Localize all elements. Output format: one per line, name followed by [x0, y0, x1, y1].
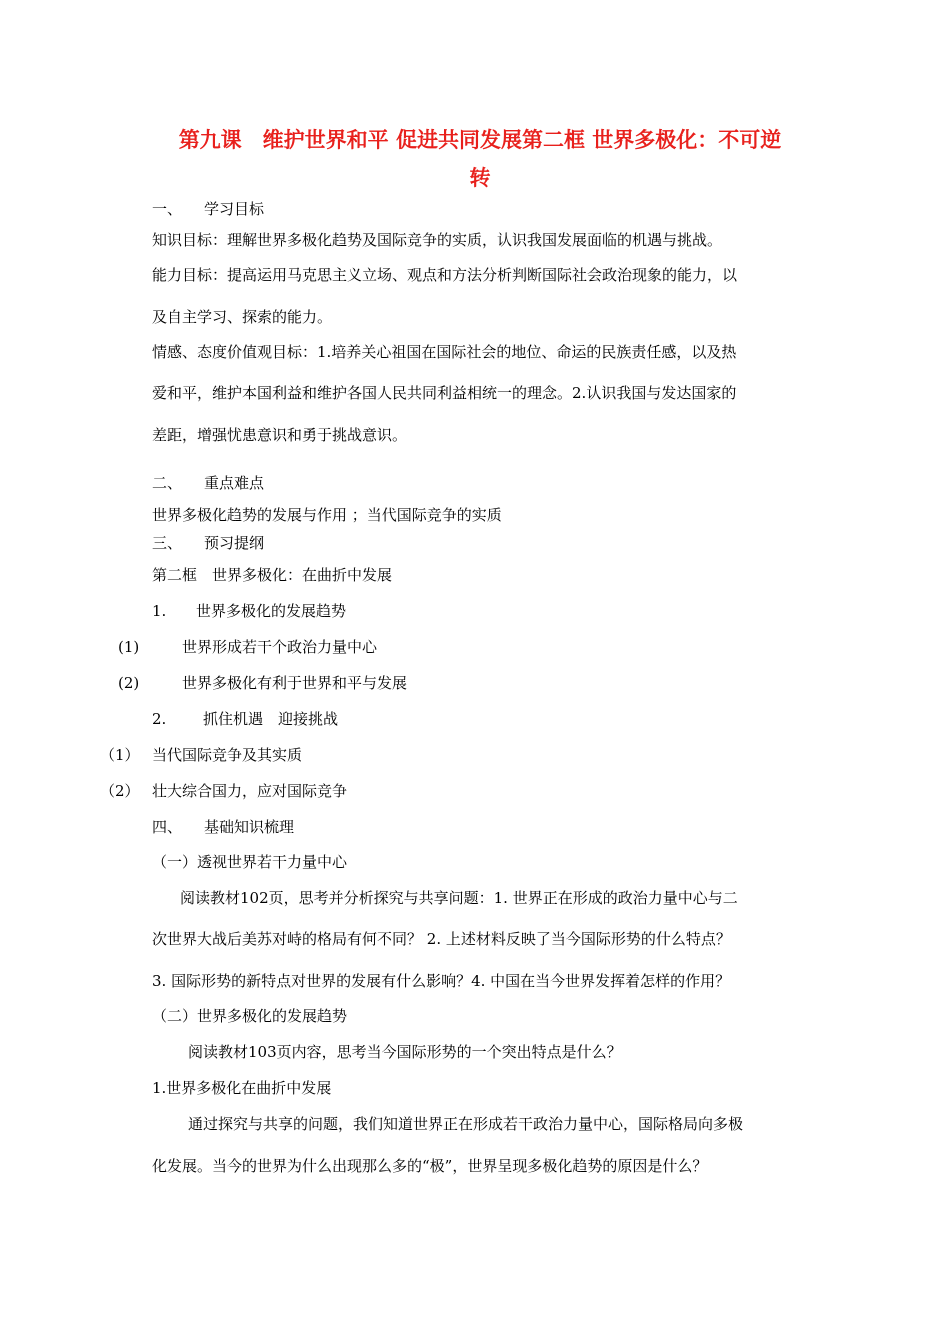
outline-1-number: 1. — [152, 602, 167, 620]
outline-2a-number: （1） — [100, 746, 140, 764]
outline-2b-number: （2） — [100, 782, 140, 800]
outline-1a: 世界形成若干个政治力量中心 — [182, 638, 378, 656]
key-points: 世界多极化趋势的发展与作用 ；当代国际竞争的实质 — [152, 506, 502, 524]
emotion-goal-line-2: 爱和平，维护本国利益和维护各国人民共同利益相统一的理念。2.认识我国与发达国家的 — [152, 384, 737, 402]
subsection-2-heading: （二）世界多极化的发展趋势 — [152, 1007, 348, 1025]
subsection-1-line-3: 3. 国际形势的新特点对世界的发展有什么影响？4. 中国在当今世界发挥着怎样的作用？ — [152, 972, 731, 990]
section-2-number: 二、 — [152, 474, 183, 492]
subsection-1-heading: （一）透视世界若干力量中心 — [152, 853, 348, 871]
outline-2-number: 2. — [152, 710, 167, 728]
section-4-heading: 基础知识梳理 — [204, 818, 295, 836]
section-2-heading: 重点难点 — [204, 474, 265, 492]
section-1-heading: 学习目标 — [204, 200, 265, 218]
outline-2b: 壮大综合国力，应对国际竞争 — [152, 782, 348, 800]
emotion-goal-line-1: 情感、态度价值观目标：1.培养关心祖国在国际社会的地位、命运的民族责任感，以及热 — [152, 343, 737, 361]
frame-title: 第二框 世界多极化：在曲折中发展 — [152, 566, 393, 584]
page-title-continued: 转 — [469, 166, 491, 190]
outline-1b-number: (2) — [118, 674, 140, 692]
outline-1b: 世界多极化有利于世界和平与发展 — [182, 674, 408, 692]
subsection-2-line-1: 阅读教材103页内容，思考当今国际形势的一个突出特点是什么？ — [188, 1043, 622, 1061]
outline-2: 抓住机遇 迎接挑战 — [203, 710, 339, 728]
ability-goal-line-1: 能力目标：提高运用马克思主义立场、观点和方法分析判断国际社会政治现象的能力，以 — [152, 266, 738, 284]
subsection-2-point-1-line-1: 通过探究与共享的问题，我们知道世界正在形成若干政治力量中心，国际格局向多极 — [188, 1115, 744, 1133]
section-1-number: 一、 — [152, 200, 183, 218]
subsection-1-line-1: 阅读教材102页，思考并分析探究与共享问题：1. 世界正在形成的政治力量中心与二 — [180, 889, 738, 907]
outline-2a: 当代国际竞争及其实质 — [152, 746, 303, 764]
ability-goal-line-2: 及自主学习、探索的能力。 — [152, 308, 333, 326]
emotion-goal-line-3: 差距，增强忧患意识和勇于挑战意识。 — [152, 426, 408, 444]
page-title: 第九课 维护世界和平 促进共同发展第二框 世界多极化：不可逆 — [178, 128, 782, 152]
subsection-2-point-1-line-2: 化发展。当今的世界为什么出现那么多的“极”，世界呈现多极化趋势的原因是什么？ — [152, 1157, 708, 1175]
subsection-2-point-1: 1.世界多极化在曲折中发展 — [152, 1079, 332, 1097]
section-3-number: 三、 — [152, 534, 183, 552]
outline-1: 世界多极化的发展趋势 — [196, 602, 347, 620]
section-3-heading: 预习提纲 — [204, 534, 265, 552]
subsection-1-line-2: 次世界大战后美苏对峙的格局有何不同？ 2. 上述材料反映了当今国际形势的什么特点？ — [152, 930, 731, 948]
outline-1a-number: (1) — [118, 638, 140, 656]
section-4-number: 四、 — [152, 818, 183, 836]
knowledge-goal: 知识目标：理解世界多极化趋势及国际竞争的实质，认识我国发展面临的机遇与挑战。 — [152, 231, 723, 249]
